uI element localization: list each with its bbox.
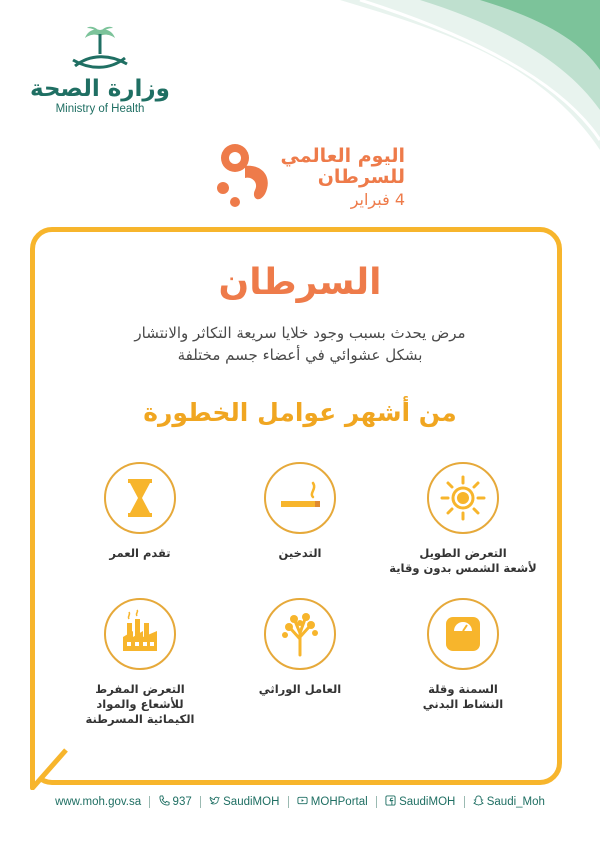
snapchat-link[interactable]: Saudi_Moh	[473, 795, 545, 808]
corner-decoration	[180, 0, 600, 150]
phone-icon	[159, 795, 170, 806]
website-link[interactable]: www.moh.gov.sa	[55, 796, 142, 808]
youtube-link[interactable]: MOHPortal	[297, 795, 368, 808]
factor-label: التدخين	[278, 546, 322, 560]
moh-logo	[30, 24, 170, 124]
logo-english-name: Ministry of Health	[55, 103, 145, 115]
factor-radiation-chemicals	[65, 598, 215, 727]
factor-label: العامل الوراثي	[258, 682, 342, 696]
snapchat-icon	[473, 795, 484, 806]
factory-icon	[115, 609, 165, 659]
speech-bubble-tail	[30, 740, 70, 790]
factor-genetics	[225, 598, 375, 697]
factor-aging	[65, 462, 215, 561]
scale-icon	[438, 609, 488, 659]
factor-sun-exposure	[388, 462, 538, 576]
factor-label: التعرض الطويل لأشعة الشمس بدون وقاية	[389, 546, 537, 575]
cigarette-icon	[275, 473, 325, 523]
campaign-date: 4 فبراير	[350, 190, 405, 209]
hourglass-icon	[115, 473, 165, 523]
factor-smoking	[225, 462, 375, 561]
factor-label: تقدم العمر	[109, 546, 171, 560]
palm-swords-emblem-icon	[65, 24, 135, 74]
facebook-icon	[385, 795, 396, 806]
footer-contacts	[0, 795, 600, 808]
tree-icon	[275, 609, 325, 659]
facebook-link[interactable]: SaudiMOH	[385, 795, 455, 808]
logo-arabic-name: وزارة الصحة	[30, 76, 170, 102]
campaign-title: اليوم العالمي للسرطان	[280, 145, 405, 188]
factor-obesity	[388, 598, 538, 712]
twitter-link[interactable]: SaudiMOH	[209, 795, 279, 808]
main-title: السرطان	[218, 262, 382, 303]
risk-factors-subtitle: من أشهر عوامل الخطورة	[143, 398, 457, 427]
factor-label: السمنة وقلة النشاط البدني	[422, 682, 504, 711]
cancer-day-logo-icon	[205, 138, 285, 218]
youtube-icon	[297, 795, 308, 806]
factor-label: التعرض المفرط للأشعاع والمواد الكيمائية المسرطنة	[85, 682, 195, 726]
world-cancer-day-badge	[205, 138, 405, 218]
description: مرض يحدث بسبب وجود خلايا سريعة التكاثر والانتشار بشكل عشوائي في أعضاء جسم مختلفة	[134, 324, 466, 364]
phone-contact[interactable]: 937	[159, 795, 192, 808]
sun-icon	[438, 473, 488, 523]
twitter-icon	[209, 795, 220, 806]
